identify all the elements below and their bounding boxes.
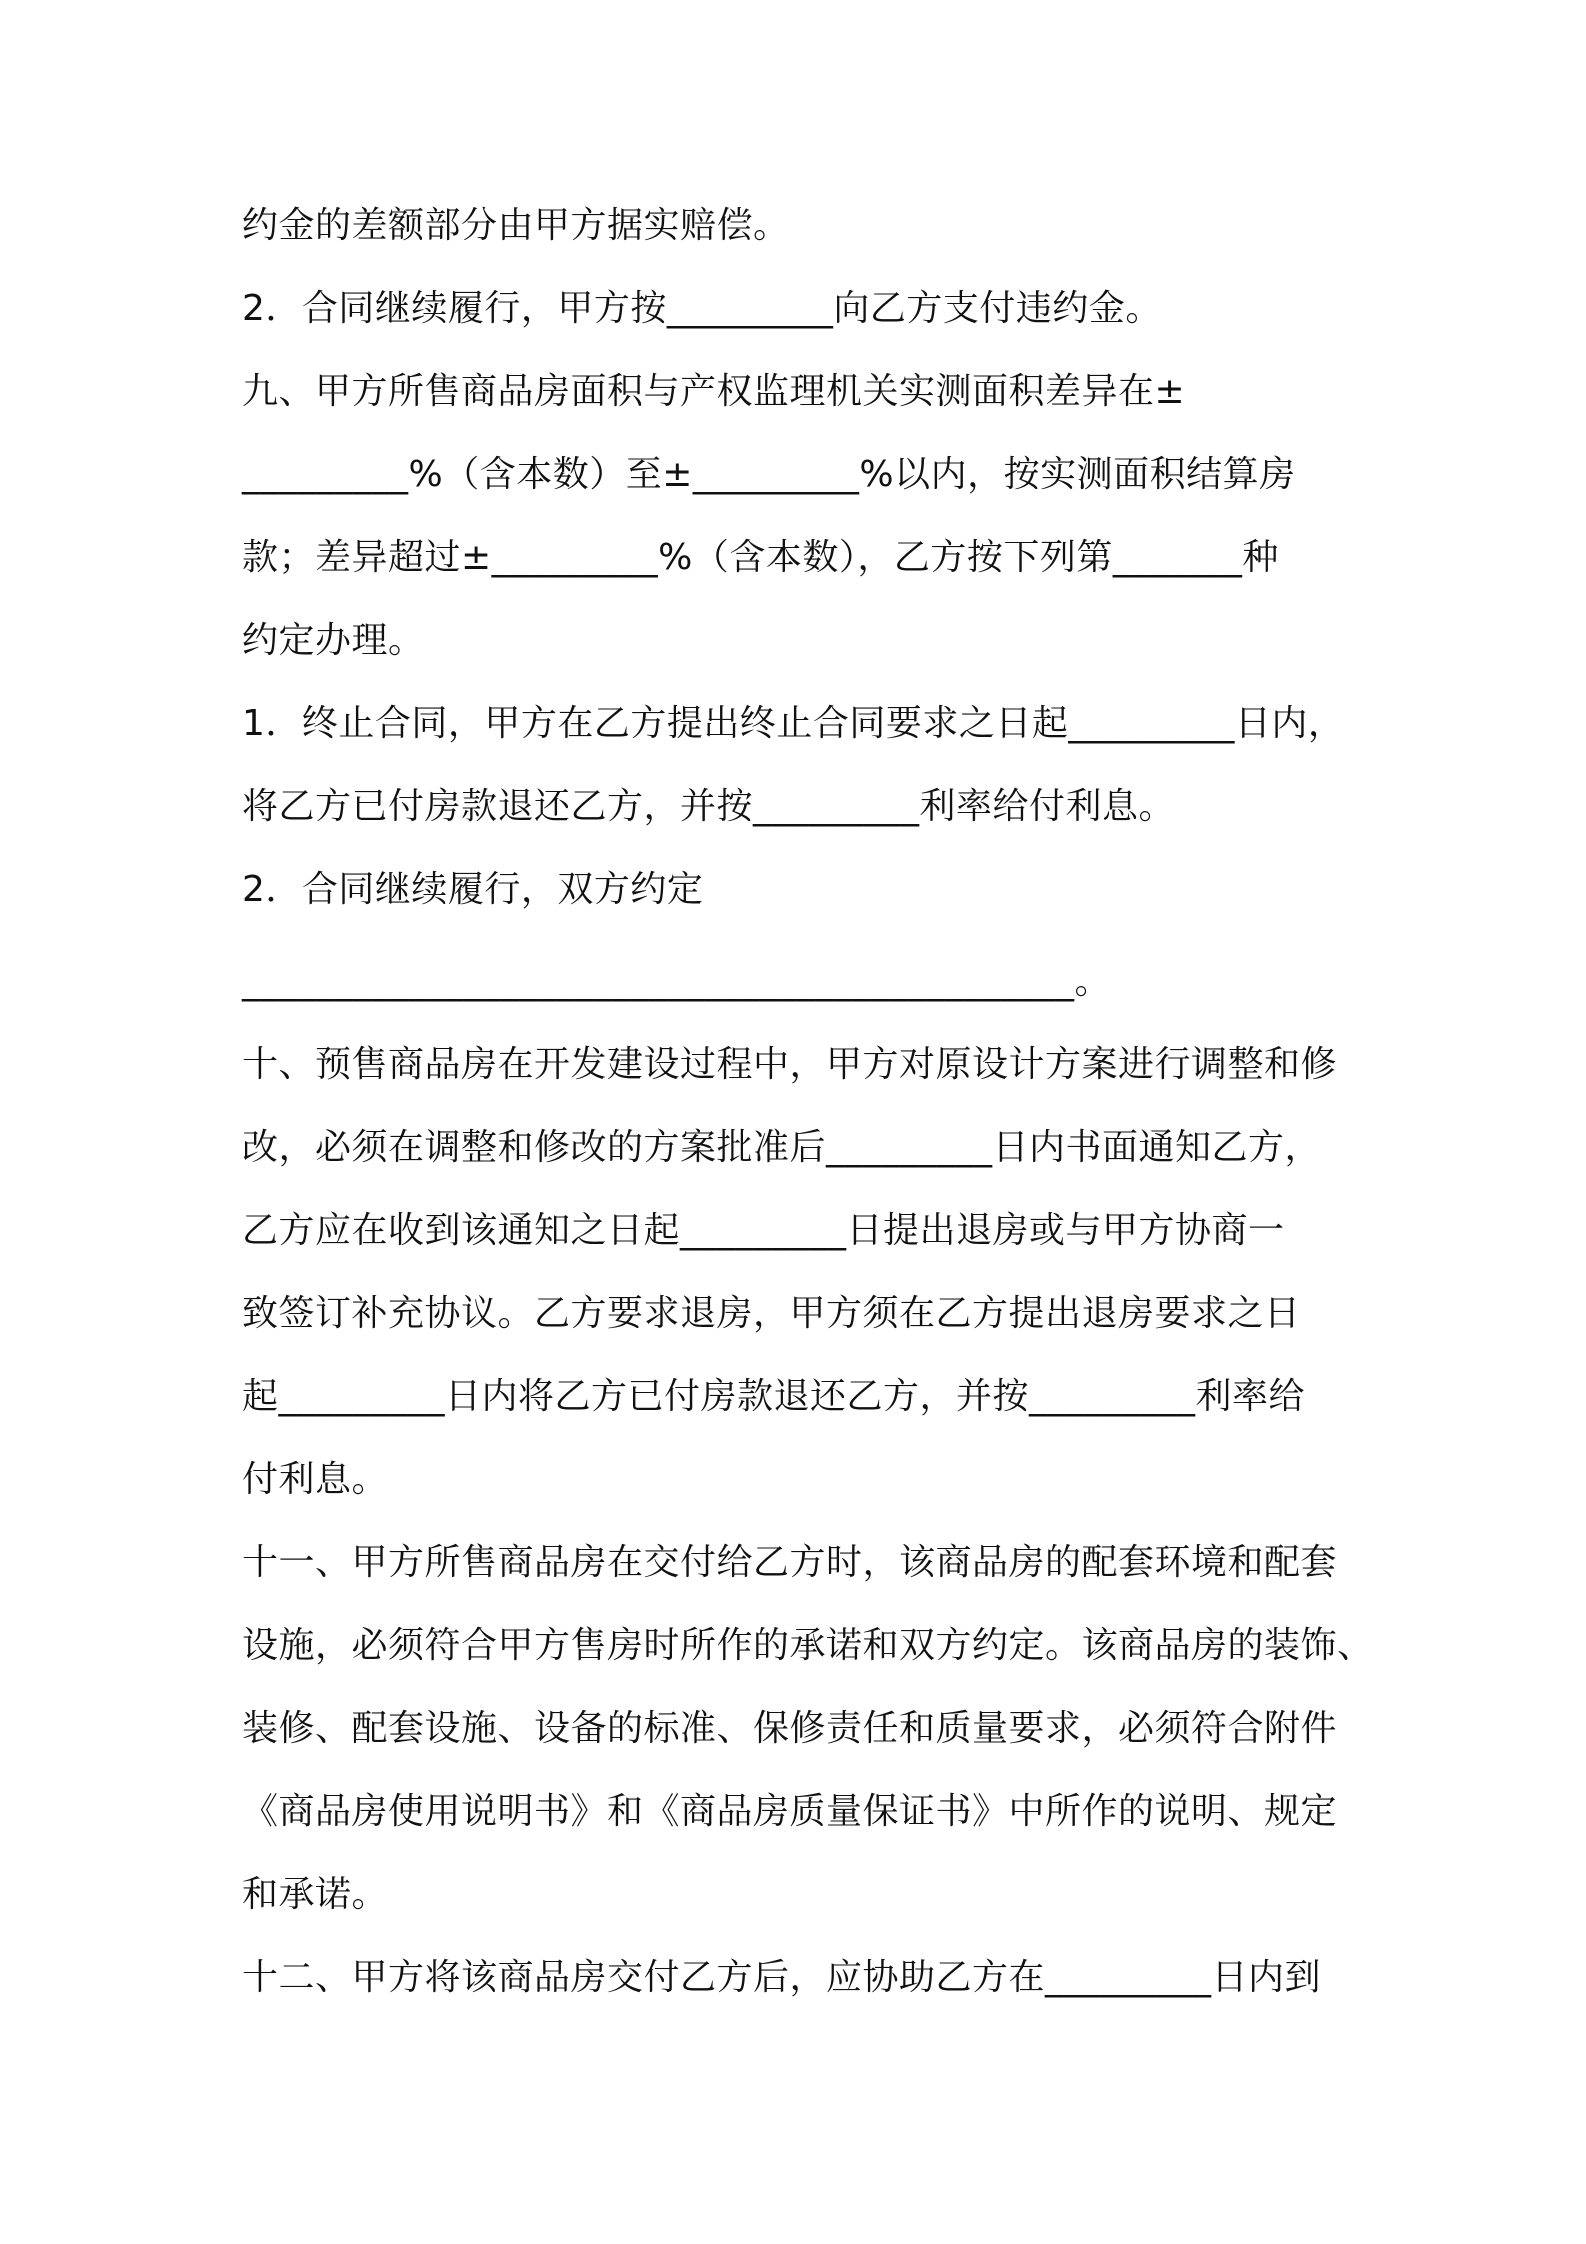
text-line: 1．终止合同，甲方在乙方提出终止合同要求之日起_________日内，	[242, 703, 1345, 744]
text-line: 《商品房使用说明书》和《商品房质量保证书》中所作的说明、规定	[242, 1791, 1338, 1832]
text-line: 致签订补充协议。乙方要求退房，甲方须在乙方提出退房要求之日	[242, 1293, 1301, 1334]
text-line: 2．合同继续履行，双方约定	[242, 869, 704, 910]
text-line: 十二、甲方将该商品房交付乙方后，应协助乙方在_________日内到	[242, 1957, 1322, 1998]
text-line: 款；差异超过±_________%（含本数），乙方按下列第_______种	[242, 537, 1279, 578]
text-line: 2．合同继续履行，甲方按_________向乙方支付违约金。	[242, 288, 1162, 329]
text-line: 起_________日内将乙方已付房款退还乙方，并按_________利率给	[242, 1376, 1306, 1417]
text-line: 改，必须在调整和修改的方案批准后_________日内书面通知乙方，	[242, 1127, 1322, 1168]
text-line: 约定办理。	[242, 620, 425, 661]
text-line: 乙方应在收到该通知之日起_________日提出退房或与甲方协商一	[242, 1210, 1285, 1251]
text-line: _____________________________________________。	[242, 961, 1111, 1002]
text-line: 装修、配套设施、设备的标准、保修责任和质量要求，必须符合附件	[242, 1708, 1338, 1749]
text-line: 付利息。	[242, 1459, 389, 1500]
text-line: 九、甲方所售商品房面积与产权监理机关实测面积差异在±	[242, 371, 1186, 412]
text-line: 将乙方已付房款退还乙方，并按_________利率给付利息。	[242, 786, 1176, 827]
text-line: _________%（含本数）至±_________%以内，按实测面积结算房	[242, 454, 1296, 495]
text-line: 设施，必须符合甲方售房时所作的承诺和双方约定。该商品房的装饰、	[242, 1625, 1374, 1666]
text-line: 十一、甲方所售商品房在交付给乙方时，该商品房的配套环境和配套	[242, 1542, 1338, 1583]
text-line: 约金的差额部分由甲方据实赔偿。	[242, 205, 790, 246]
text-line: 和承诺。	[242, 1874, 389, 1915]
text-line: 十、预售商品房在开发建设过程中，甲方对原设计方案进行调整和修	[242, 1044, 1338, 1085]
